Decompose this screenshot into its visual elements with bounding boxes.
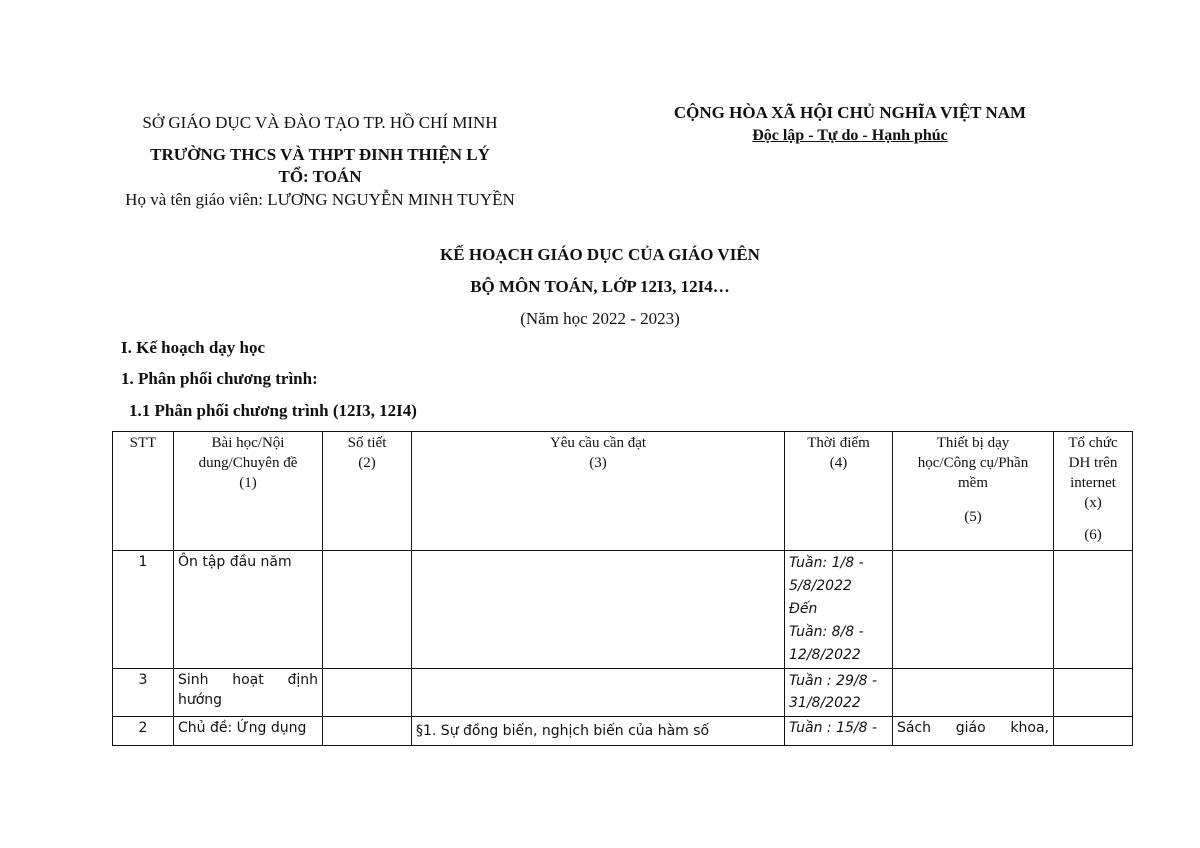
header-right — [600, 101, 1100, 147]
cell-time: Tuần: 1/8 - 5/8/2022 Đến Tuần: 8/8 - 12/8/2022 — [785, 551, 893, 669]
table-row — [113, 717, 1133, 746]
cell-stt: 2 — [113, 717, 174, 746]
table-header-row — [113, 432, 1133, 551]
header-periods: Số tiết (2) — [323, 432, 412, 551]
header-time: Thời điểm (4) — [785, 432, 893, 551]
cell-internet — [1054, 717, 1133, 746]
cell-equipment: Sách giáo khoa, — [893, 717, 1054, 746]
document-title — [0, 243, 1200, 331]
cell-internet — [1054, 551, 1133, 669]
cell-internet — [1054, 669, 1133, 717]
teacher-name: Họ và tên giáo viên: LƯƠNG NGUYỄN MINH TUYỀN — [125, 190, 515, 209]
header-lesson: Bài học/Nội dung/Chuyên đề (1) — [174, 432, 323, 551]
cell-lesson: Chủ đề: Ứng dụng — [174, 717, 323, 746]
cell-periods — [323, 669, 412, 717]
cell-requirement — [412, 551, 785, 669]
motto: Độc lập - Tự do - Hạnh phúc — [752, 127, 948, 144]
cell-stt: 1 — [113, 551, 174, 669]
cell-periods — [323, 717, 412, 746]
section-heading-1: I. Kế hoạch dạy học — [121, 338, 266, 357]
table-row — [113, 551, 1133, 669]
group-name: TỔ: TOÁN — [278, 167, 362, 186]
section-heading-3: 1.1 Phân phối chương trình (12I3, 12I4) — [129, 401, 417, 420]
table-row — [113, 669, 1133, 717]
nation-name: CỘNG HÒA XÃ HỘI CHỦ NGHĨA VIỆT NAM — [673, 103, 1027, 122]
cell-equipment — [893, 551, 1054, 669]
header-internet: Tổ chức DH trên internet (x) (6) — [1054, 432, 1133, 551]
school-name: TRƯỜNG THCS VÀ THPT ĐINH THIỆN LÝ — [150, 145, 490, 164]
teaching-plan-table — [112, 431, 1133, 746]
title-line-1: KẾ HOẠCH GIÁO DỤC CỦA GIÁO VIÊN — [440, 245, 760, 264]
header-stt: STT — [113, 432, 174, 551]
cell-equipment — [893, 669, 1054, 717]
header-requirement: Yêu cầu cần đạt (3) — [412, 432, 785, 551]
cell-lesson: Sinh hoạt định hướng — [174, 669, 323, 717]
cell-requirement: §1. Sự đồng biến, nghịch biến của hàm số — [412, 717, 785, 746]
cell-time: Tuần : 29/8 - 31/8/2022 — [785, 669, 893, 717]
title-school-year: (Năm học 2022 - 2023) — [520, 309, 680, 328]
cell-requirement — [412, 669, 785, 717]
header-left — [60, 110, 580, 212]
section-heading-2: 1. Phân phối chương trình: — [121, 369, 318, 388]
cell-periods — [323, 551, 412, 669]
department-name: SỞ GIÁO DỤC VÀ ĐÀO TẠO TP. HỒ CHÍ MINH — [142, 113, 498, 132]
cell-lesson: Ôn tập đầu năm — [174, 551, 323, 669]
header-equipment: Thiết bị dạy học/Công cụ/Phần mềm (5) — [893, 432, 1054, 551]
cell-stt: 3 — [113, 669, 174, 717]
cell-time: Tuần : 15/8 - — [785, 717, 893, 746]
title-line-2: BỘ MÔN TOÁN, LỚP 12I3, 12I4… — [470, 277, 730, 296]
